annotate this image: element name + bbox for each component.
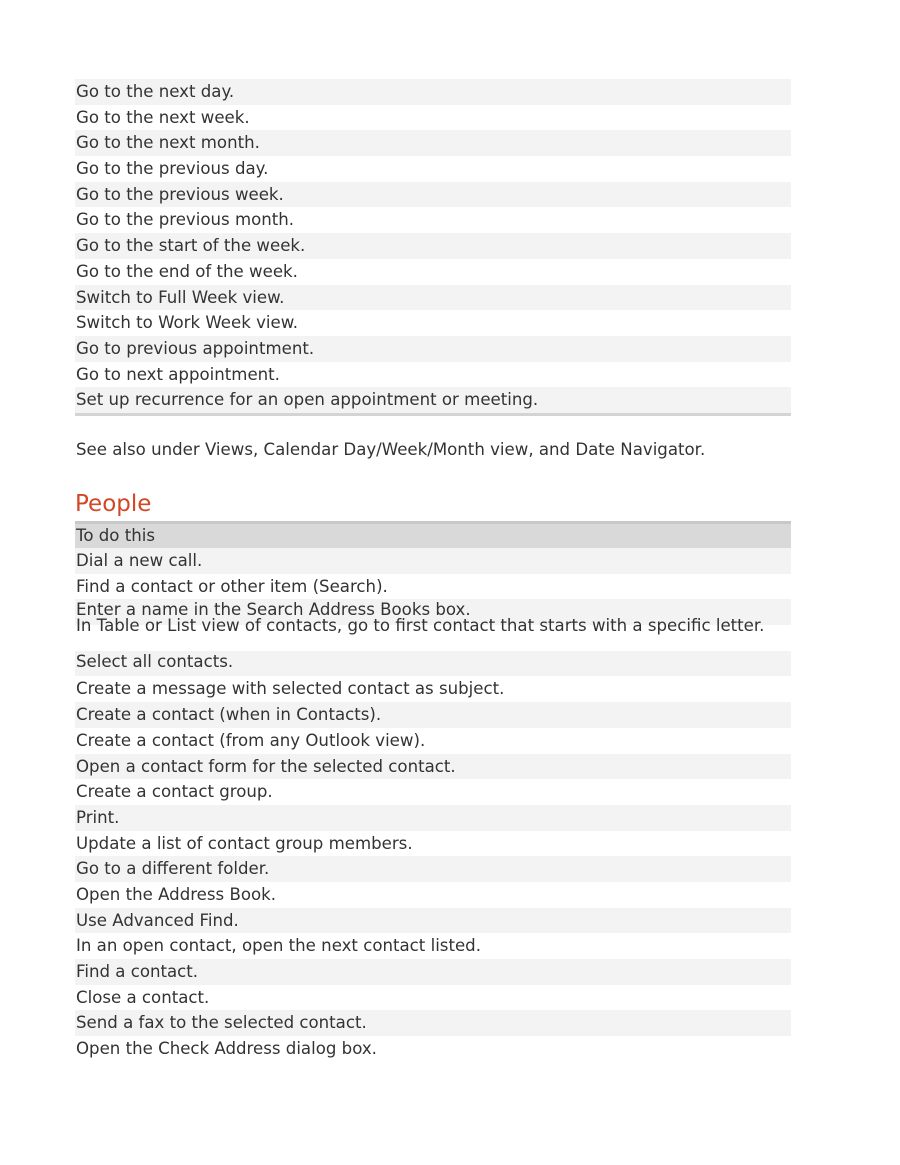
- table-row: Switch to Work Week view.: [75, 310, 791, 336]
- table-row: Go to a different folder.: [75, 856, 791, 882]
- table-row: Go to the previous week.: [75, 182, 791, 208]
- table-row: Dial a new call.: [75, 548, 791, 574]
- see-also-note: See also under Views, Calendar Day/Week/Month view, and Date Navigator.: [76, 440, 706, 459]
- table-row: Go to the next month.: [75, 130, 791, 156]
- table-cell-text: In Table or List view of contacts, go to first contact that starts with a specific letter.: [76, 616, 765, 636]
- table-row: Use Advanced Find.: [75, 908, 791, 934]
- table-row: Go to the previous month.: [75, 207, 791, 233]
- table-row: Open the Check Address dialog box.: [75, 1036, 791, 1062]
- table-row: Update a list of contact group members.: [75, 831, 791, 857]
- table-row: Go to the end of the week.: [75, 259, 791, 285]
- table-row: Create a contact group.: [75, 779, 791, 805]
- table-row: Send a fax to the selected contact.: [75, 1010, 791, 1036]
- table-row: Switch to Full Week view.: [75, 285, 791, 311]
- table-row: [75, 616, 791, 651]
- table-header: To do this: [75, 521, 791, 548]
- table-row: In an open contact, open the next contact listed.: [75, 933, 791, 959]
- table-row: Create a contact (from any Outlook view).: [75, 728, 791, 754]
- section-heading-people: People: [75, 491, 152, 517]
- table-row: Open a contact form for the selected contact.: [75, 754, 791, 780]
- table-row: Go to the previous day.: [75, 156, 791, 182]
- table-row: Set up recurrence for an open appointment or meeting.: [75, 387, 791, 413]
- table-row: Go to the next week.: [75, 105, 791, 131]
- table-row: Select all contacts.: [75, 651, 791, 677]
- table-row: Create a contact (when in Contacts).: [75, 702, 791, 728]
- table-row: Find a contact.: [75, 959, 791, 985]
- table-row: Print.: [75, 805, 791, 831]
- table-row: Open the Address Book.: [75, 882, 791, 908]
- table-row: Find a contact or other item (Search).: [75, 574, 791, 600]
- table-row: Go to the start of the week.: [75, 233, 791, 259]
- people-shortcuts-table: [75, 521, 791, 1062]
- table-row: Go to previous appointment.: [75, 336, 791, 362]
- table-row: Go to the next day.: [75, 79, 791, 105]
- table-row: Enter a name in the Search Address Books box.: [75, 599, 791, 625]
- calendar-shortcuts-table: [75, 79, 791, 416]
- table-row: Close a contact.: [75, 985, 791, 1011]
- table-row: Create a message with selected contact as subject.: [75, 676, 791, 702]
- table-bottom-divider: [75, 413, 791, 416]
- table-row: Go to next appointment.: [75, 362, 791, 388]
